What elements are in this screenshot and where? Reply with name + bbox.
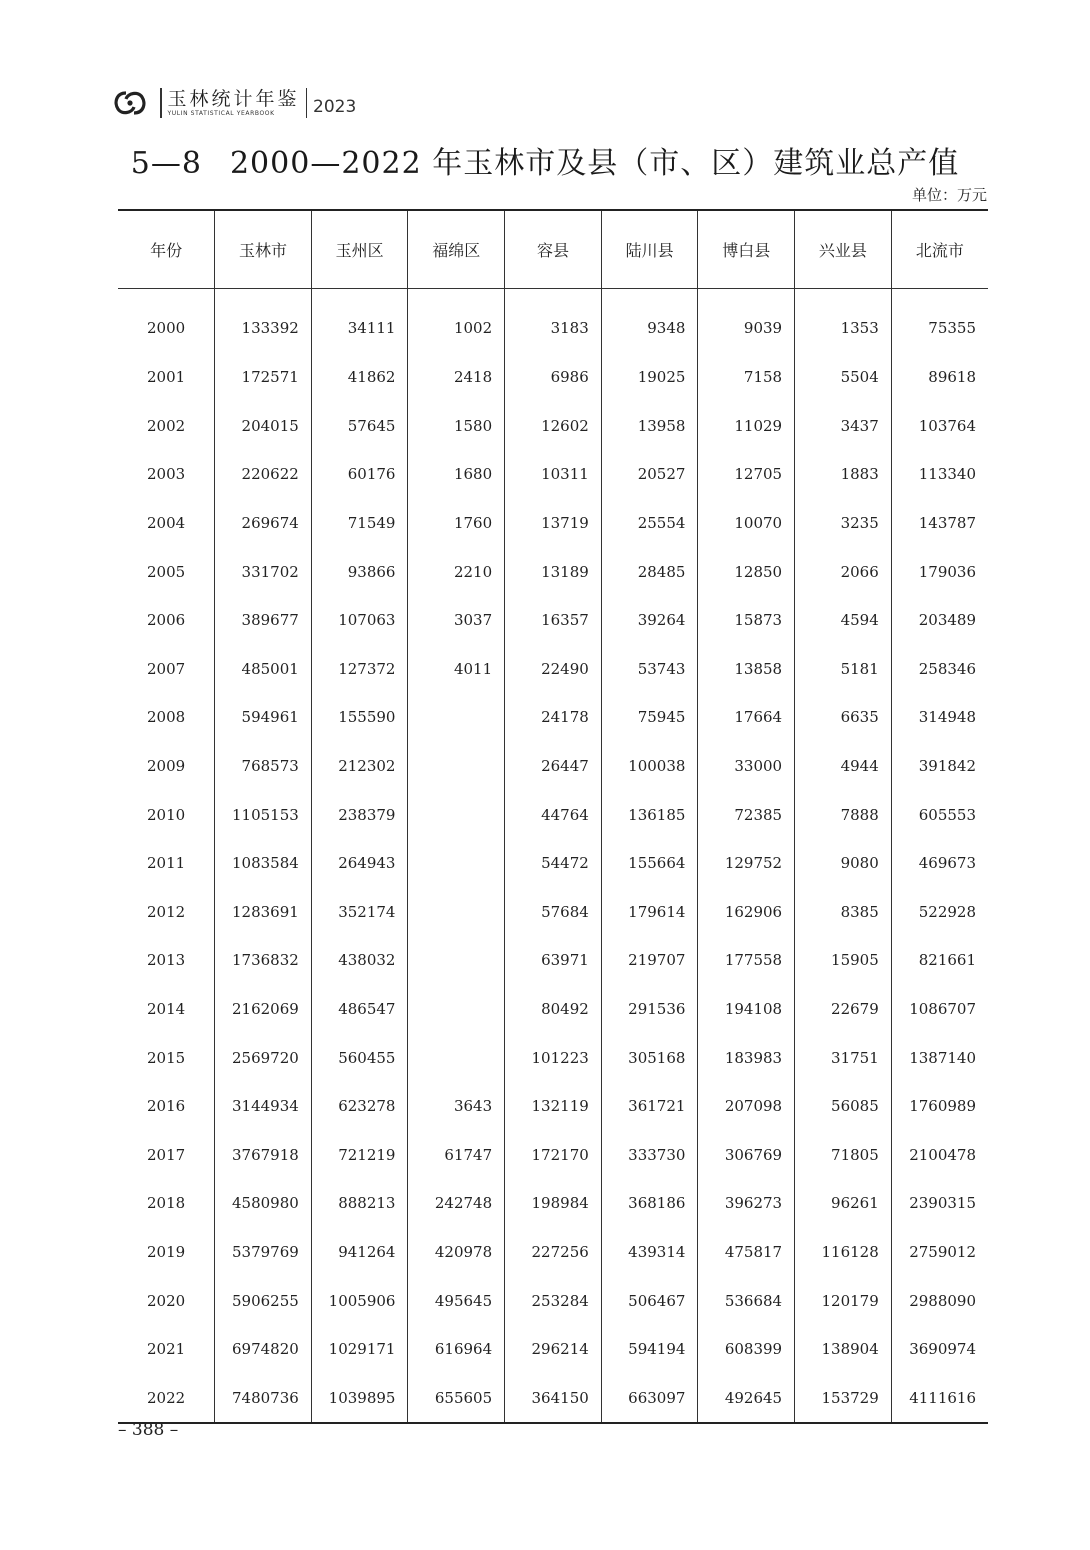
column-header: 兴业县 — [795, 210, 892, 289]
value-cell: 4944 — [795, 742, 892, 791]
value-cell: 391842 — [891, 742, 988, 791]
column-header: 玉州区 — [311, 210, 408, 289]
value-cell: 439314 — [601, 1228, 698, 1277]
value-cell: 333730 — [601, 1131, 698, 1180]
value-cell: 305168 — [601, 1033, 698, 1082]
table-row — [118, 1179, 988, 1228]
running-header — [112, 84, 356, 122]
value-cell: 6974820 — [215, 1325, 312, 1374]
value-cell: 60176 — [311, 450, 408, 499]
value-cell: 9039 — [698, 289, 795, 354]
value-cell: 179614 — [601, 888, 698, 937]
value-cell: 75355 — [891, 289, 988, 354]
year-cell: 2006 — [146, 611, 186, 630]
value-cell: 227256 — [505, 1228, 602, 1277]
table-row — [118, 1373, 988, 1423]
value-cell: 1083584 — [215, 839, 312, 888]
table-row — [118, 693, 988, 742]
value-cell: 162906 — [698, 888, 795, 937]
table-row — [118, 1033, 988, 1082]
value-cell: 16357 — [505, 596, 602, 645]
table-title-text: 2000—2022 年玉林市及县（市、区）建筑业总产值 — [229, 146, 960, 181]
value-cell: 25554 — [601, 499, 698, 548]
value-cell: 33000 — [698, 742, 795, 791]
value-cell: 41862 — [311, 353, 408, 402]
value-cell: 8385 — [795, 888, 892, 937]
year-cell: 2002 — [146, 416, 186, 435]
value-cell: 2569720 — [215, 1033, 312, 1082]
value-cell: 594961 — [215, 693, 312, 742]
value-cell: 2759012 — [891, 1228, 988, 1277]
header-divider — [160, 88, 162, 118]
value-cell: 486547 — [311, 985, 408, 1034]
value-cell: 10311 — [505, 450, 602, 499]
value-cell: 204015 — [215, 402, 312, 451]
table-row — [118, 1325, 988, 1374]
value-cell: 3235 — [795, 499, 892, 548]
table-row — [118, 596, 988, 645]
construction-output-table — [118, 209, 988, 1424]
value-cell: 101223 — [505, 1033, 602, 1082]
value-cell: 368186 — [601, 1179, 698, 1228]
value-cell: 1736832 — [215, 936, 312, 985]
value-cell — [408, 985, 505, 1034]
value-cell: 71805 — [795, 1131, 892, 1180]
value-cell: 7480736 — [215, 1373, 312, 1423]
year-cell: 2013 — [146, 951, 186, 970]
value-cell: 1029171 — [311, 1325, 408, 1374]
year-cell: 2022 — [146, 1388, 186, 1407]
value-cell: 194108 — [698, 985, 795, 1034]
value-cell: 3037 — [408, 596, 505, 645]
table-row — [118, 499, 988, 548]
value-cell: 258346 — [891, 645, 988, 694]
value-cell — [408, 693, 505, 742]
year-cell: 2008 — [146, 708, 186, 727]
year-cell: 2012 — [146, 902, 186, 921]
book-year: 2023 — [313, 97, 357, 117]
value-cell: 3767918 — [215, 1131, 312, 1180]
value-cell: 172571 — [215, 353, 312, 402]
table-row — [118, 1228, 988, 1277]
table-row — [118, 289, 988, 354]
value-cell: 3183 — [505, 289, 602, 354]
value-cell: 242748 — [408, 1179, 505, 1228]
year-cell: 2016 — [146, 1097, 186, 1116]
year-cell: 2015 — [146, 1048, 186, 1067]
value-cell: 129752 — [698, 839, 795, 888]
value-cell: 238379 — [311, 790, 408, 839]
unit-label: 单位：万元 — [911, 186, 987, 204]
header-divider-2 — [306, 88, 308, 118]
year-cell: 2005 — [146, 562, 186, 581]
value-cell: 57684 — [505, 888, 602, 937]
value-cell: 3144934 — [215, 1082, 312, 1131]
value-cell: 4111616 — [891, 1373, 988, 1423]
value-cell: 80492 — [505, 985, 602, 1034]
value-cell: 10070 — [698, 499, 795, 548]
value-cell: 264943 — [311, 839, 408, 888]
value-cell: 821661 — [891, 936, 988, 985]
value-cell: 179036 — [891, 547, 988, 596]
column-header: 容县 — [505, 210, 602, 289]
value-cell: 2100478 — [891, 1131, 988, 1180]
value-cell: 296214 — [505, 1325, 602, 1374]
value-cell: 183983 — [698, 1033, 795, 1082]
value-cell: 113340 — [891, 450, 988, 499]
column-header: 陆川县 — [601, 210, 698, 289]
value-cell: 17664 — [698, 693, 795, 742]
value-cell: 1760 — [408, 499, 505, 548]
value-cell: 594194 — [601, 1325, 698, 1374]
value-cell: 663097 — [601, 1373, 698, 1423]
value-cell: 1283691 — [215, 888, 312, 937]
table-row — [118, 742, 988, 791]
value-cell: 20527 — [601, 450, 698, 499]
value-cell: 96261 — [795, 1179, 892, 1228]
table-row — [118, 1082, 988, 1131]
year-cell: 2014 — [146, 1000, 186, 1019]
value-cell: 2390315 — [891, 1179, 988, 1228]
value-cell: 31751 — [795, 1033, 892, 1082]
value-cell: 12705 — [698, 450, 795, 499]
table-row — [118, 645, 988, 694]
value-cell — [408, 839, 505, 888]
table-header-row — [118, 210, 988, 289]
table-number: 5—8 — [130, 146, 202, 181]
value-cell: 1580 — [408, 402, 505, 451]
value-cell: 352174 — [311, 888, 408, 937]
value-cell: 75945 — [601, 693, 698, 742]
table-row — [118, 888, 988, 937]
value-cell: 721219 — [311, 1131, 408, 1180]
value-cell — [408, 742, 505, 791]
table-row — [118, 1276, 988, 1325]
value-cell: 6986 — [505, 353, 602, 402]
value-cell: 1883 — [795, 450, 892, 499]
table-row — [118, 1131, 988, 1180]
column-header: 玉林市 — [215, 210, 312, 289]
value-cell: 54472 — [505, 839, 602, 888]
value-cell: 1105153 — [215, 790, 312, 839]
value-cell: 3643 — [408, 1082, 505, 1131]
value-cell: 5181 — [795, 645, 892, 694]
value-cell: 155664 — [601, 839, 698, 888]
value-cell: 136185 — [601, 790, 698, 839]
value-cell: 22679 — [795, 985, 892, 1034]
value-cell: 203489 — [891, 596, 988, 645]
value-cell: 116128 — [795, 1228, 892, 1277]
value-cell: 15873 — [698, 596, 795, 645]
value-cell: 1387140 — [891, 1033, 988, 1082]
value-cell: 9348 — [601, 289, 698, 354]
table-row — [118, 936, 988, 985]
value-cell: 26447 — [505, 742, 602, 791]
value-cell: 1039895 — [311, 1373, 408, 1423]
value-cell: 306769 — [698, 1131, 795, 1180]
value-cell: 57645 — [311, 402, 408, 451]
value-cell: 314948 — [891, 693, 988, 742]
value-cell: 253284 — [505, 1276, 602, 1325]
value-cell: 536684 — [698, 1276, 795, 1325]
year-cell: 2004 — [146, 514, 186, 533]
value-cell: 4011 — [408, 645, 505, 694]
table-row — [118, 985, 988, 1034]
year-cell: 2003 — [146, 465, 186, 484]
column-header: 博白县 — [698, 210, 795, 289]
value-cell: 155590 — [311, 693, 408, 742]
column-header: 年份 — [118, 210, 215, 289]
value-cell: 5379769 — [215, 1228, 312, 1277]
value-cell: 9080 — [795, 839, 892, 888]
value-cell: 207098 — [698, 1082, 795, 1131]
value-cell: 331702 — [215, 547, 312, 596]
value-cell: 3437 — [795, 402, 892, 451]
table-row — [118, 353, 988, 402]
value-cell: 172170 — [505, 1131, 602, 1180]
value-cell: 291536 — [601, 985, 698, 1034]
yearbook-logo-icon — [112, 89, 148, 117]
value-cell: 2162069 — [215, 985, 312, 1034]
value-cell: 56085 — [795, 1082, 892, 1131]
value-cell: 655605 — [408, 1373, 505, 1423]
year-cell: 2019 — [146, 1242, 186, 1261]
year-cell: 2011 — [146, 854, 186, 873]
table-row — [118, 839, 988, 888]
value-cell: 103764 — [891, 402, 988, 451]
value-cell: 34111 — [311, 289, 408, 354]
year-cell: 2018 — [146, 1194, 186, 1213]
column-header: 北流市 — [891, 210, 988, 289]
year-cell: 2001 — [146, 368, 186, 387]
value-cell: 24178 — [505, 693, 602, 742]
value-cell: 127372 — [311, 645, 408, 694]
value-cell: 143787 — [891, 499, 988, 548]
value-cell — [408, 1033, 505, 1082]
value-cell: 269674 — [215, 499, 312, 548]
value-cell: 153729 — [795, 1373, 892, 1423]
value-cell: 198984 — [505, 1179, 602, 1228]
table-row — [118, 790, 988, 839]
year-cell: 2010 — [146, 805, 186, 824]
value-cell: 177558 — [698, 936, 795, 985]
value-cell: 389677 — [215, 596, 312, 645]
value-cell: 4580980 — [215, 1179, 312, 1228]
value-cell: 13719 — [505, 499, 602, 548]
value-cell: 420978 — [408, 1228, 505, 1277]
value-cell: 15905 — [795, 936, 892, 985]
book-title-en: YULIN STATISTICAL YEARBOOK — [167, 110, 275, 117]
value-cell — [408, 936, 505, 985]
year-cell: 2017 — [146, 1145, 186, 1164]
value-cell: 3690974 — [891, 1325, 988, 1374]
value-cell: 2210 — [408, 547, 505, 596]
value-cell: 28485 — [601, 547, 698, 596]
year-cell: 2021 — [146, 1340, 186, 1359]
value-cell: 219707 — [601, 936, 698, 985]
value-cell: 1002 — [408, 289, 505, 354]
year-cell: 2007 — [146, 659, 186, 678]
value-cell: 11029 — [698, 402, 795, 451]
value-cell: 72385 — [698, 790, 795, 839]
value-cell: 133392 — [215, 289, 312, 354]
value-cell: 44764 — [505, 790, 602, 839]
year-cell: 2020 — [146, 1291, 186, 1310]
year-cell: 2000 — [146, 319, 186, 337]
table-row — [118, 450, 988, 499]
year-cell: 2009 — [146, 757, 186, 776]
value-cell: 2988090 — [891, 1276, 988, 1325]
value-cell: 12602 — [505, 402, 602, 451]
value-cell: 63971 — [505, 936, 602, 985]
book-title-cn: 玉林统计年鉴 — [167, 88, 300, 110]
value-cell: 1086707 — [891, 985, 988, 1034]
value-cell: 12850 — [698, 547, 795, 596]
value-cell: 396273 — [698, 1179, 795, 1228]
value-cell: 13858 — [698, 645, 795, 694]
value-cell: 1005906 — [311, 1276, 408, 1325]
value-cell: 22490 — [505, 645, 602, 694]
value-cell: 61747 — [408, 1131, 505, 1180]
value-cell: 438032 — [311, 936, 408, 985]
value-cell: 93866 — [311, 547, 408, 596]
value-cell: 39264 — [601, 596, 698, 645]
table-title — [0, 138, 1090, 182]
value-cell: 6635 — [795, 693, 892, 742]
value-cell: 485001 — [215, 645, 312, 694]
value-cell: 560455 — [311, 1033, 408, 1082]
value-cell: 768573 — [215, 742, 312, 791]
value-cell: 1353 — [795, 289, 892, 354]
value-cell: 7888 — [795, 790, 892, 839]
value-cell: 616964 — [408, 1325, 505, 1374]
value-cell: 1760989 — [891, 1082, 988, 1131]
value-cell: 71549 — [311, 499, 408, 548]
value-cell: 220622 — [215, 450, 312, 499]
value-cell: 53743 — [601, 645, 698, 694]
value-cell: 608399 — [698, 1325, 795, 1374]
value-cell: 492645 — [698, 1373, 795, 1423]
value-cell: 2066 — [795, 547, 892, 596]
value-cell: 132119 — [505, 1082, 602, 1131]
value-cell: 941264 — [311, 1228, 408, 1277]
value-cell: 469673 — [891, 839, 988, 888]
value-cell: 138904 — [795, 1325, 892, 1374]
value-cell: 522928 — [891, 888, 988, 937]
value-cell: 7158 — [698, 353, 795, 402]
value-cell: 13958 — [601, 402, 698, 451]
value-cell: 89618 — [891, 353, 988, 402]
value-cell: 2418 — [408, 353, 505, 402]
value-cell — [408, 790, 505, 839]
value-cell: 495645 — [408, 1276, 505, 1325]
value-cell: 5906255 — [215, 1276, 312, 1325]
value-cell: 361721 — [601, 1082, 698, 1131]
value-cell: 475817 — [698, 1228, 795, 1277]
value-cell: 120179 — [795, 1276, 892, 1325]
value-cell: 506467 — [601, 1276, 698, 1325]
value-cell: 19025 — [601, 353, 698, 402]
value-cell: 605553 — [891, 790, 988, 839]
table-row — [118, 402, 988, 451]
value-cell: 5504 — [795, 353, 892, 402]
value-cell: 364150 — [505, 1373, 602, 1423]
value-cell: 888213 — [311, 1179, 408, 1228]
value-cell: 623278 — [311, 1082, 408, 1131]
column-header: 福绵区 — [408, 210, 505, 289]
table-row — [118, 547, 988, 596]
page-number: – 388 – — [118, 1420, 179, 1440]
value-cell: 212302 — [311, 742, 408, 791]
value-cell: 13189 — [505, 547, 602, 596]
value-cell: 1680 — [408, 450, 505, 499]
value-cell: 107063 — [311, 596, 408, 645]
value-cell: 4594 — [795, 596, 892, 645]
header-text — [168, 88, 300, 118]
value-cell — [408, 888, 505, 937]
value-cell: 100038 — [601, 742, 698, 791]
table-body — [118, 289, 988, 1424]
